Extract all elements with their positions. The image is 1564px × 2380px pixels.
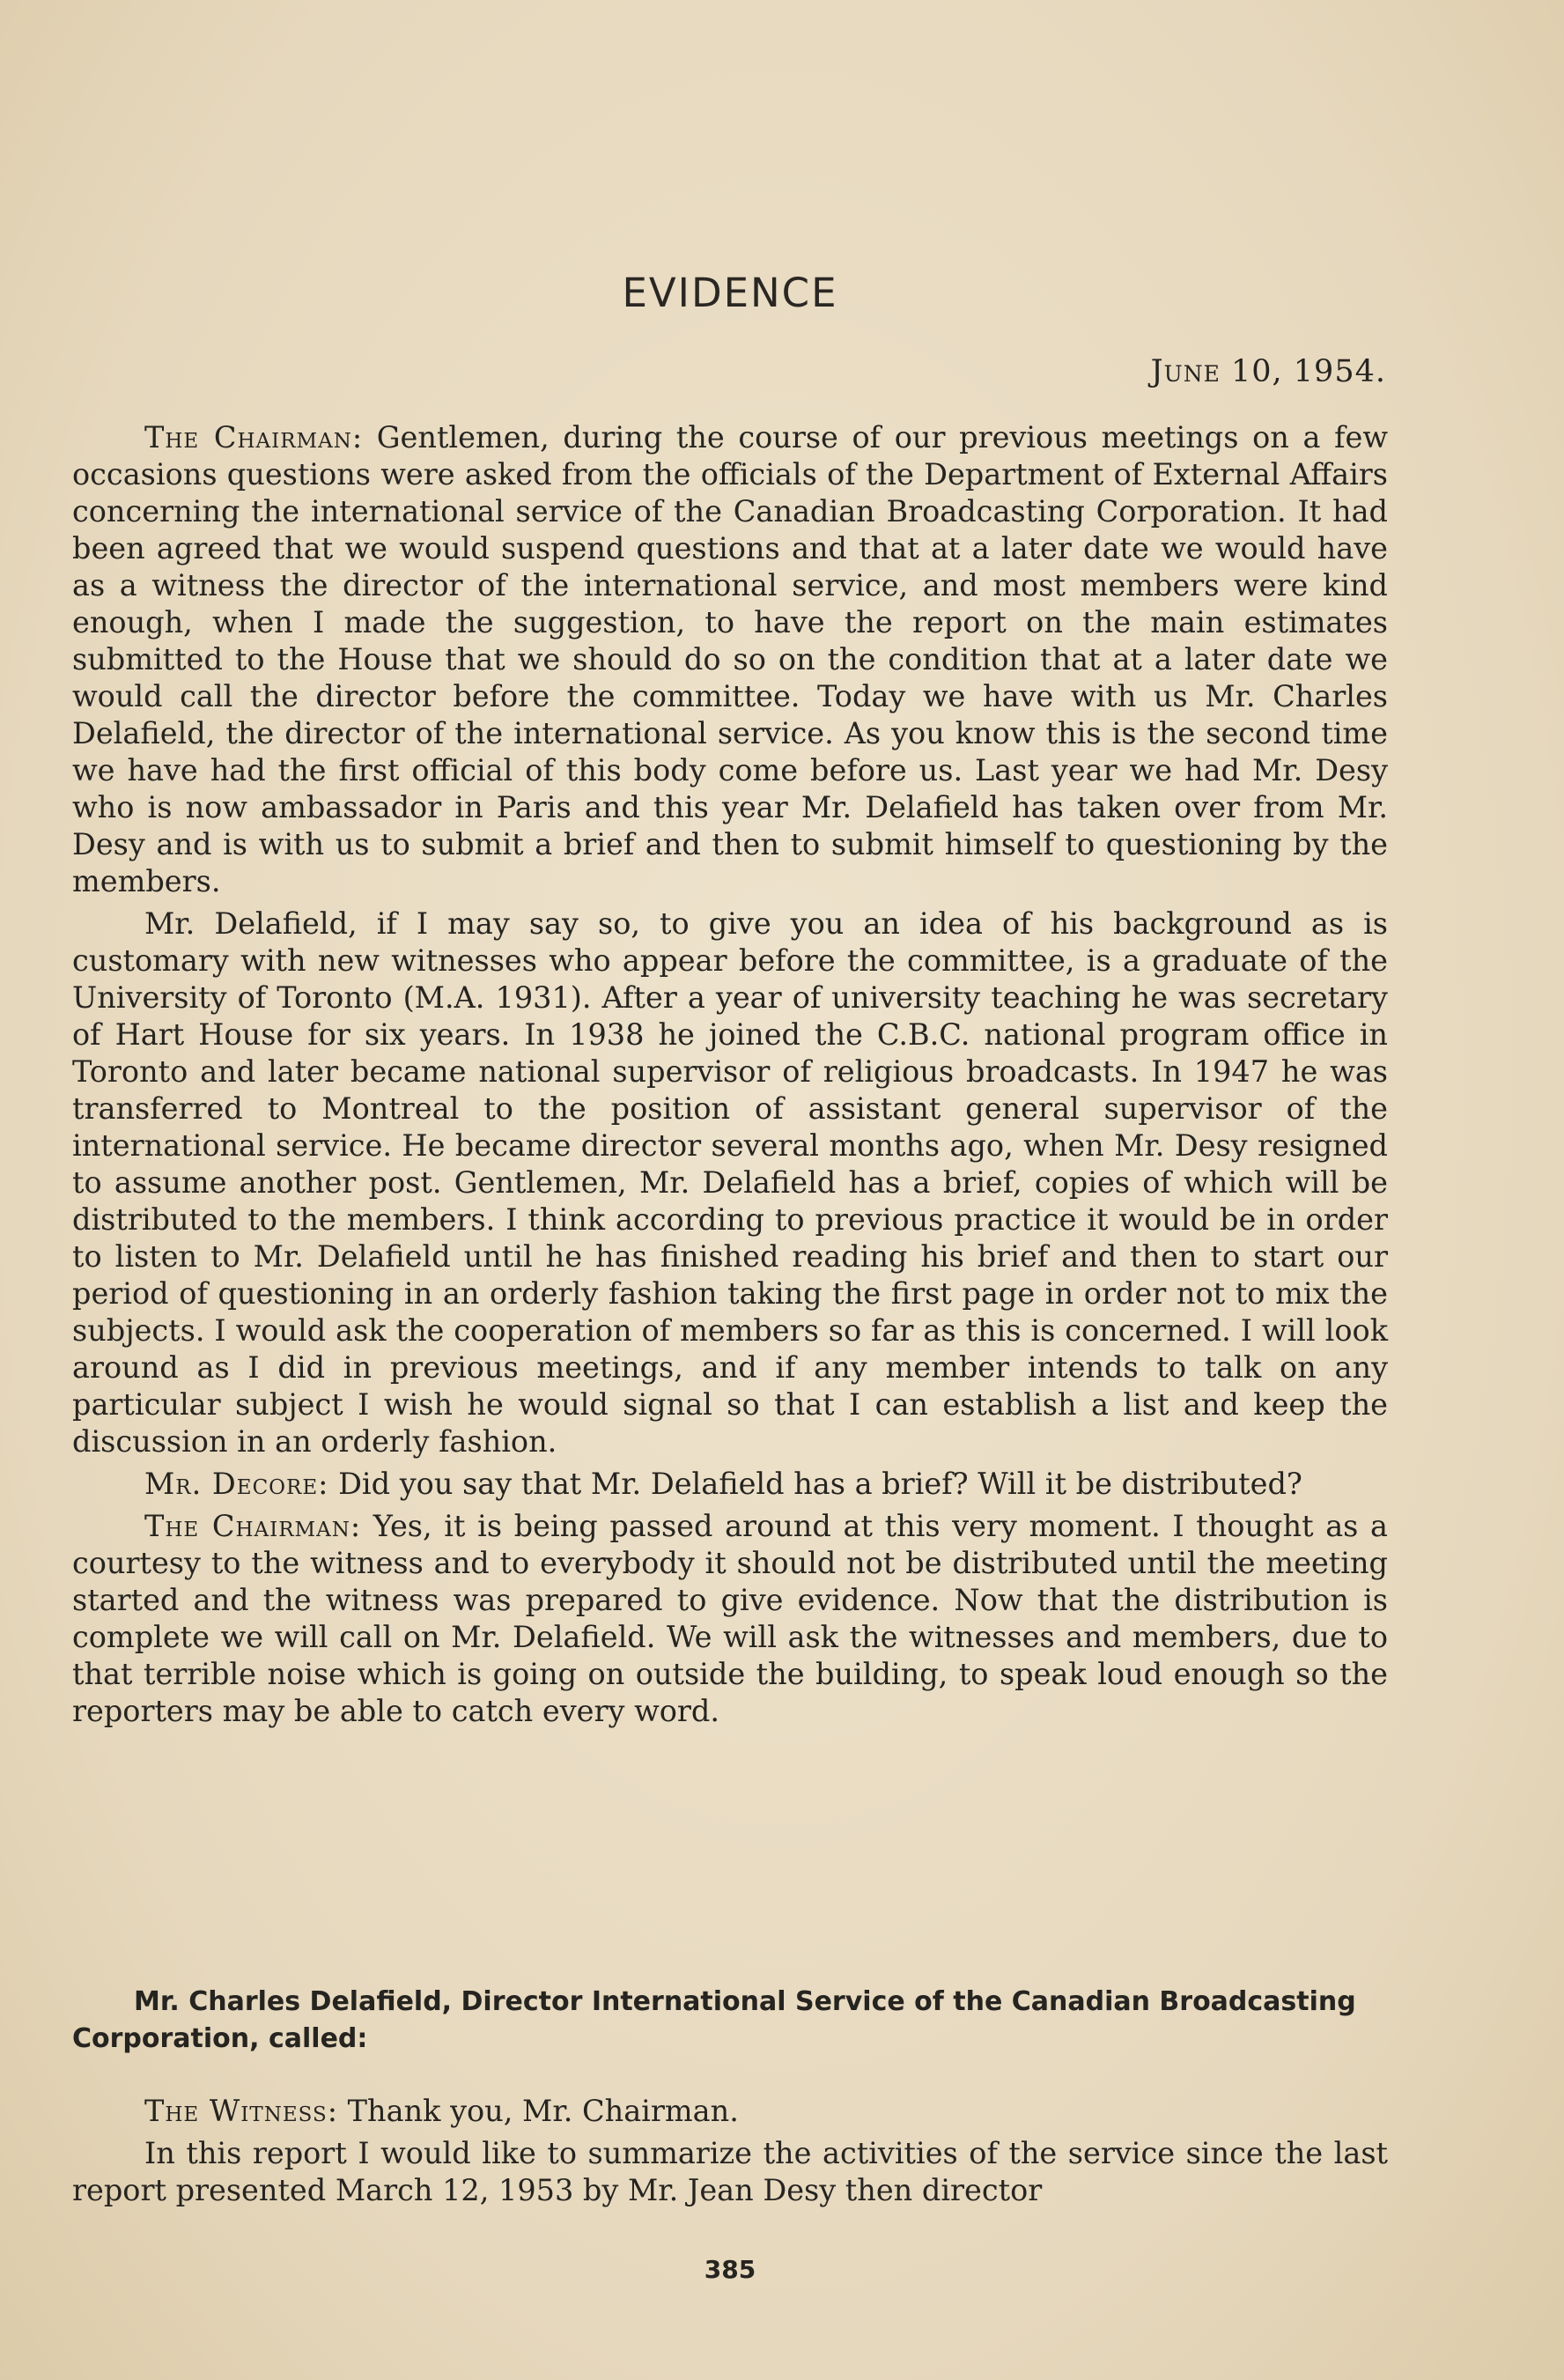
paragraph-text: Mr. Delafield, if I may say so, to give you an idea of his background as is customary with new witnesses who appear before the committee, is a graduate of the University of Toronto (M.A. 1931). After a year of university teaching he was secretary of Hart House for six years. In 1938 he joined the C.B.C. national program office in Toronto and later became national supervisor of religious broadcasts. In 1947 he was transferred to Montreal to the position of assistant general supervisor of the international service. He became director several months ago, when Mr. Desy resigned to assume another post. Gentlemen, Mr. Delafield has a brief, copies of which will be distributed to the members. I think according to previous practice it would be in order to listen to Mr. Delafield until he has finished reading his brief and then to start our period of questioning in an orderly fashion taking the first page in order not to mix the subjects. I would ask the cooperation of members so far as this is concerned. I will look around as I did in previous meetings, and if any member intends to talk on any particular subject I wish he would signal so that I can establish a list and keep the discussion in an orderly fashion. bbox=[72, 906, 1388, 1459]
paragraph-text: Did you say that Mr. Delafield has a brief? Will it be distributed? bbox=[338, 1467, 1302, 1501]
paragraph-text: Yes, it is being passed around at this very moment. I thought as a courtesy to the witness and to everybody it should not be distributed until the meeting started and the witness was prepared to give evidence. Now that the distribution is complete we will call on Mr. Delafield. We will ask the witnesses and members, due to that terrible noise which is going on outside the building, to speak loud enough so the reporters may be able to catch every word. bbox=[72, 1509, 1388, 1728]
paragraph bbox=[72, 1466, 1388, 1503]
witness-body bbox=[72, 2093, 1388, 2214]
paragraph-text: Gentlemen, during the course of our previous meetings on a few occasions questions were asked from the officials of the Department of External Affairs concerning the international service of the Canadian Broadcasting Corporation. It had been agreed that we would suspend questions and that at a later date we would have as a witness the director of the international service, and most members were kind enough, when I made the suggestion, to have the report on the main estimates submitted to the House that we should do so on the condition that at a later date we would call the director before the committee. Today we have with us Mr. Charles Delafield, the director of the international service. As you know this is the second time we have had the first official of this body come before us. Last year we had Mr. Desy who is now ambassador in Paris and this year Mr. Delafield has taken over from Mr. Desy and is with us to submit a brief and then to submit himself to questioning by the members. bbox=[72, 420, 1388, 898]
document-page bbox=[72, 0, 1388, 2380]
paragraph bbox=[72, 2093, 1388, 2130]
speaker-name: The Chairman: bbox=[144, 1509, 362, 1543]
speaker-name: Mr. Decore: bbox=[144, 1467, 329, 1501]
paragraph-text: In this report I would like to summarize the activities of the service since the last report presented March 12, 1953 by Mr. Jean Desy then director bbox=[72, 2136, 1388, 2207]
paragraph bbox=[72, 905, 1388, 1460]
meeting-date: June 10, 1954. bbox=[1150, 354, 1386, 389]
witness-heading: Mr. Charles Delafield, Director International Service of the Canadian Broadcasting Corporation, called: bbox=[72, 1986, 1356, 2054]
paragraph bbox=[72, 419, 1388, 900]
transcript-body bbox=[72, 419, 1388, 1735]
paragraph bbox=[72, 2135, 1388, 2209]
paragraph bbox=[72, 1508, 1388, 1730]
page-title: EVIDENCE bbox=[622, 270, 838, 316]
speaker-name: The Witness: bbox=[144, 2094, 339, 2128]
page-number: 385 bbox=[704, 2255, 756, 2284]
speaker-name: The Chairman: bbox=[144, 420, 364, 455]
paragraph-text: Thank you, Mr. Chairman. bbox=[347, 2094, 739, 2128]
